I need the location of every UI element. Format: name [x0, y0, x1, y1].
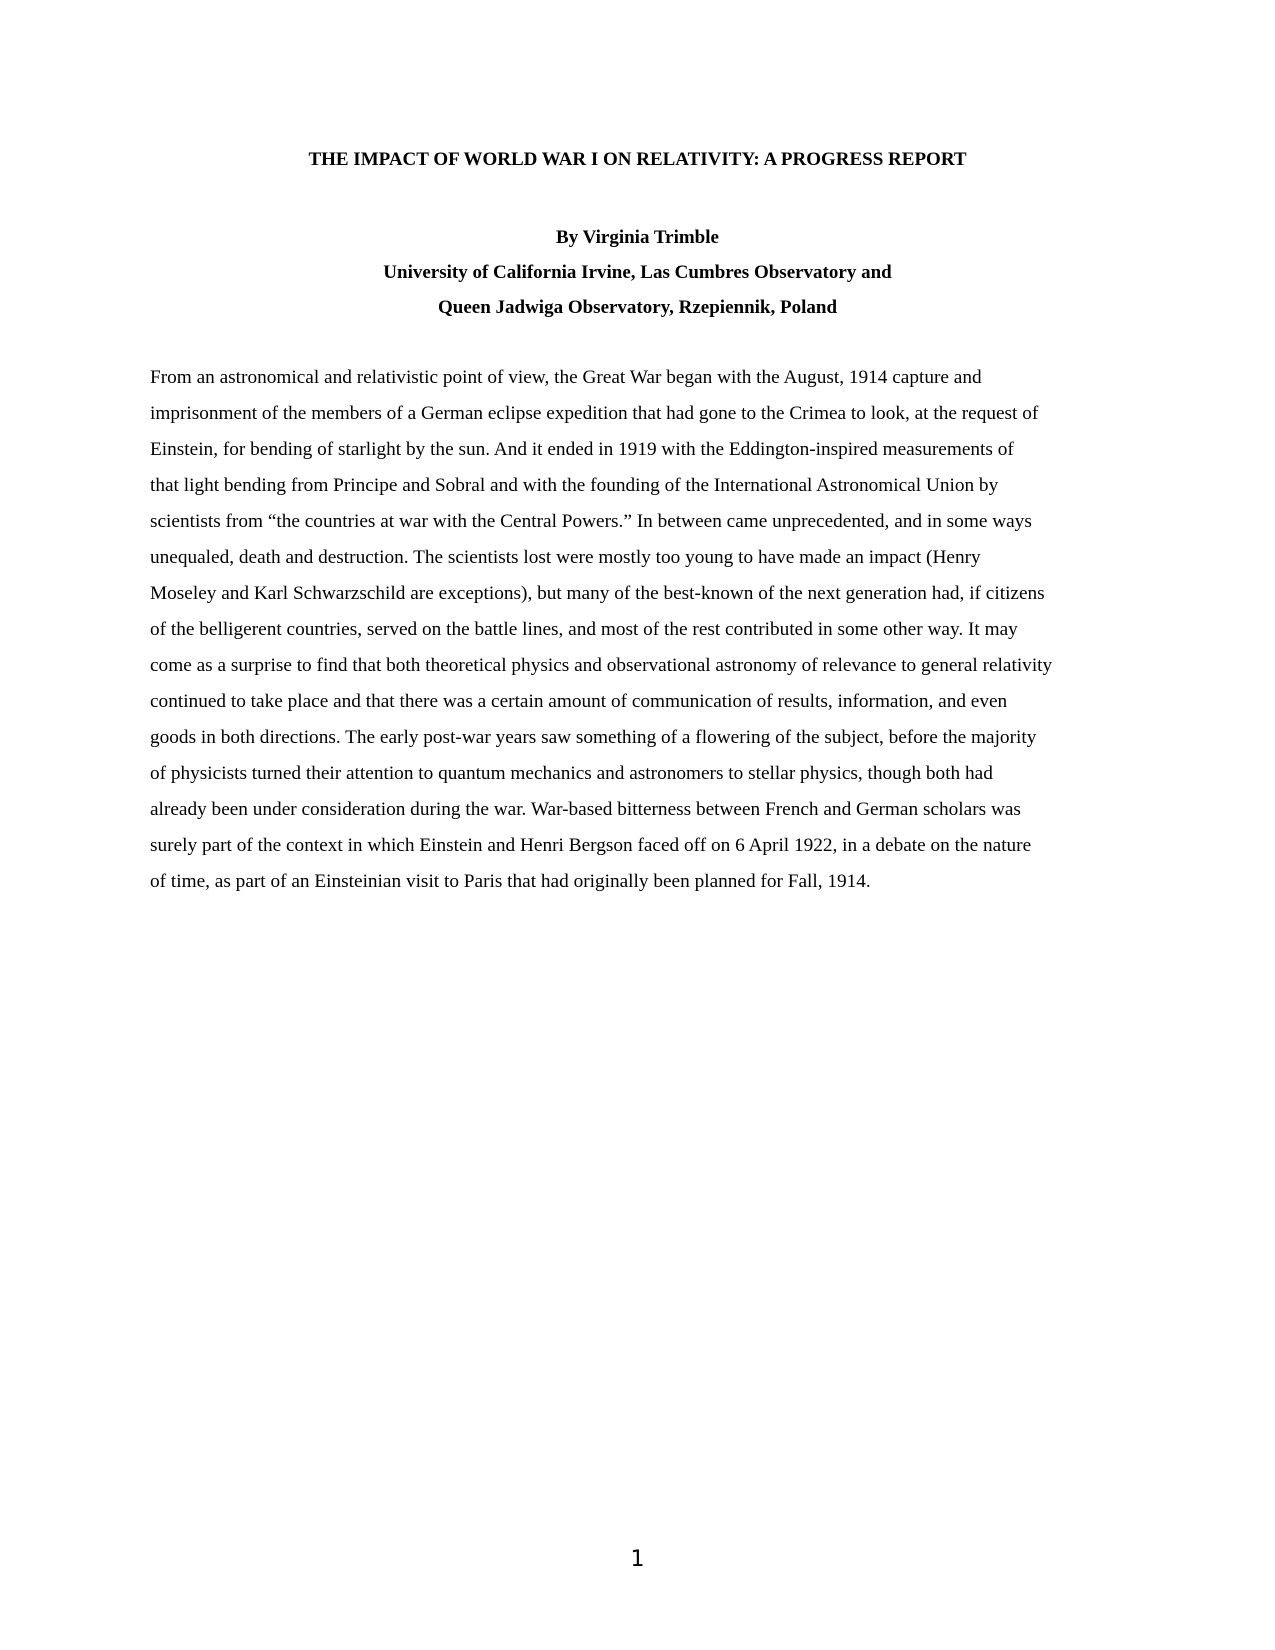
page-number: 1: [630, 1547, 645, 1572]
abstract-line: surely part of the context in which Einstein and Henri Bergson faced off on 6 April 1922, in a debate on the nature: [150, 835, 1032, 856]
abstract-line: of the belligerent countries, served on the battle lines, and most of the rest contributed in some other way. It may: [150, 619, 1018, 640]
abstract-line: goods in both directions. The early post-war years saw something of a flowering of the subject, before the majority: [150, 727, 1037, 748]
abstract-line: Einstein, for bending of starlight by the sun. And it ended in 1919 with the Eddington-inspired measurements of: [150, 439, 1014, 460]
abstract-line: From an astronomical and relativistic point of view, the Great War began with the August, 1914 capture and: [150, 367, 982, 388]
abstract-line: of physicists turned their attention to quantum mechanics and astronomers to stellar physics, though both had: [150, 763, 993, 784]
abstract-line: of time, as part of an Einsteinian visit to Paris that had originally been planned for Fall, 1914.: [150, 871, 871, 892]
abstract-paragraph: [150, 360, 1130, 900]
abstract-line: come as a surprise to find that both theoretical physics and observational astronomy of relevance to general relativity: [150, 655, 1053, 676]
abstract-line: that light bending from Principe and Sobral and with the founding of the International Astronomical Union by: [150, 475, 999, 496]
abstract-line: continued to take place and that there was a certain amount of communication of results, information, and even: [150, 691, 1008, 712]
abstract-line: already been under consideration during the war. War-based bitterness between French and German scholars was: [150, 799, 1021, 820]
affiliation-line-2: Queen Jadwiga Observatory, Rzepiennik, Poland: [437, 297, 838, 318]
affiliation-line-1: University of California Irvine, Las Cumbres Observatory and: [383, 262, 892, 283]
abstract-line: unequaled, death and destruction. The scientists lost were mostly too young to have made an impact (Henry: [150, 547, 981, 568]
abstract-line: scientists from “the countries at war with the Central Powers.” In between came unprecedented, and in some ways: [150, 511, 1032, 532]
abstract-line: imprisonment of the members of a German eclipse expedition that had gone to the Crimea to look, at the request of: [150, 403, 1039, 424]
abstract-line: Moseley and Karl Schwarzschild are exceptions), but many of the best-known of the next generation had, if citizens: [150, 583, 1045, 604]
author-line: By Virginia Trimble: [556, 227, 719, 248]
byline: [0, 220, 1275, 325]
page-title: THE IMPACT OF WORLD WAR I ON RELATIVITY: A PROGRESS REPORT: [308, 149, 967, 170]
